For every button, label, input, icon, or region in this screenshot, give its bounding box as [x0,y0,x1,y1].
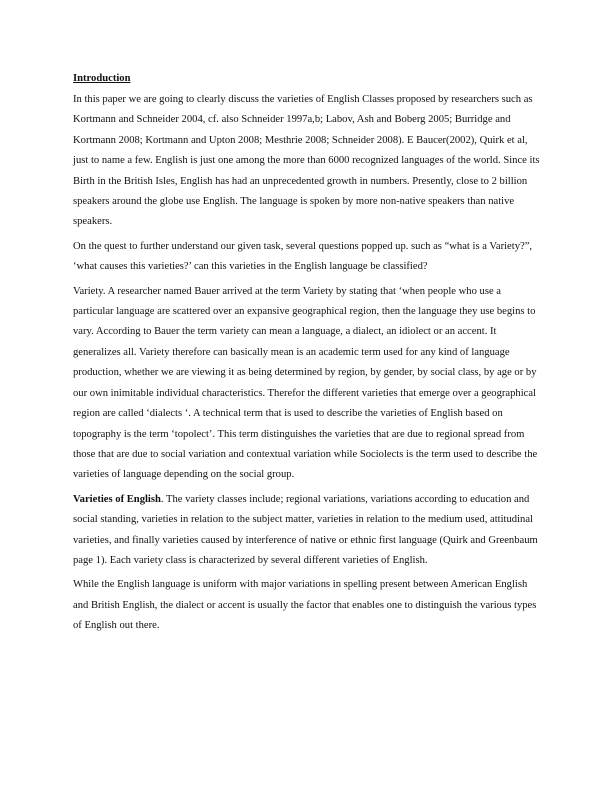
paragraph-variety [73,282,543,486]
paragraph-uniformity [73,575,543,636]
section-heading: Introduction [73,73,131,84]
paragraph-introduction [73,90,543,233]
paragraph-questions [73,237,543,278]
paragraph-text: On the quest to further understand our given task, several questions popped up. such as “what is a Variety?”, ‘what causes this varieties?’ can this varieties in the English language be classified? [73,240,533,273]
paragraph-varieties-of-english [73,490,543,572]
paragraph-text: Variety. A researcher named Bauer arrived at the term Variety by stating that ‘when people who use a particular language are scattered over an expansive geographical region, then the language they use begins to vary. According to Bauer the term variety can mean a language, a dialect, an idiolect or an accent. It generalizes all. Variety therefore can basically mean is an academic term used for any kind of language production, whether we are viewing it as being determined by region, by gender, by social class, by age or by our own inimitable individual characteristics. Therefor the different varieties that emerge over a geographical region are called ‘dialects ‘. A technical term that is used to describe the varieties of English based on topography is the term ‘topolect’. This term distinguishes the varieties that are due to regional spread from those that are due to social variation and contextual variation while Sociolects is the term used to describe the varieties of language depending on the social group. [73,285,538,481]
paragraph-text: In this paper we are going to clearly discuss the varieties of English Classes proposed by researchers such as Kortmann and Schneider 2004, cf. also Schneider 1997a,b; Labov, Ash and Boberg 2005; Burridge and Kortmann 2008; Kortmann and Upton 2008; Mesthrie 2008; Schneider 2008). E Baucer(2002), Quirk et al, just to name a few. English is just one among the more than 6000 recognized languages of the world. Since its Birth in the British Isles, English has had an unprecedented growth in numbers. Presently, close to 2 billion speakers around the globe use English. The language is spoken by more non-native speakers than native speakers. [73,94,540,228]
document-page [73,70,543,641]
paragraph-text: . The variety classes include; regional variations, variations according to education and social standing, varieties in relation to the subject matter, varieties in relation to the medium used, attitudinal varieties, and finally varieties caused by interference of native or ethnic first language (Quirk and Greenbaum page 1). Each variety class is characterized by several different varieties of English. [73,493,538,566]
paragraph-text: While the English language is uniform with major variations in spelling present between American English and British English, the dialect or accent is usually the factor that enables one to distinguish the various types of English out there. [73,579,537,632]
paragraph-lead: Varieties of English [73,493,161,505]
